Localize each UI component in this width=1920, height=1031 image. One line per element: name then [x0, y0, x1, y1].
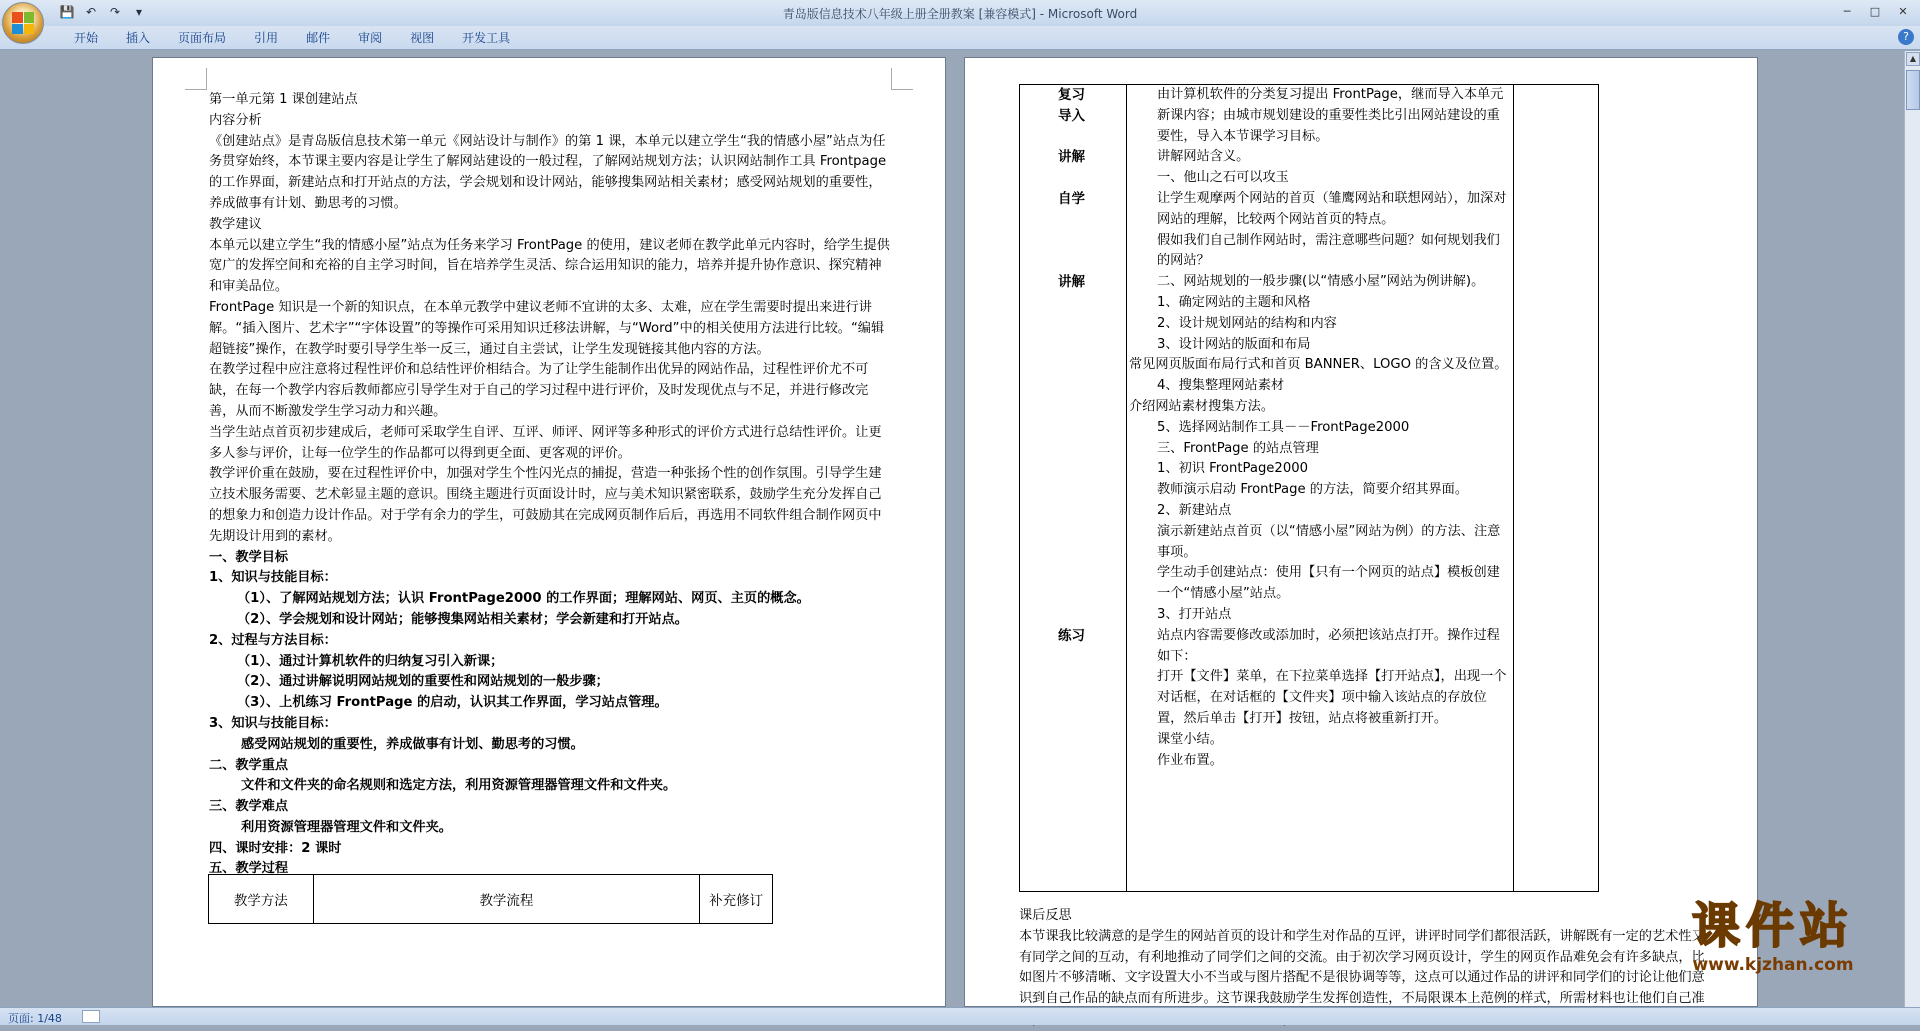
paragraph: （2）、通过讲解说明网站规划的重要性和网站规划的一般步骤； [237, 674, 609, 690]
process-line: 一、他山之石可以攻玉 [1157, 170, 1289, 186]
process-line: 4、搜集整理网站素材 [1157, 378, 1285, 394]
paragraph: 《创建站点》是青岛版信息技术第一单元《网站设计与制作》的第 1 课，本单元以建立学生“我的情感小屋”站点为任务贯穿始终，本节课主要内容是让学生了解网站建设的一般过程，了解网站规划方法；认识网站制作工具 Frontpage 的工作界面，新建站点和打开站点的方法，学会规划和设计网站，能够搜集网站相关素材；感受网站规划的重要性，养成做事有计划、勤思考的习惯。 [209, 133, 887, 211]
paragraph: 内容分析 [209, 112, 262, 128]
paragraph: 第一单元第 1 课创建站点 [209, 92, 358, 107]
crop-mark [891, 68, 913, 90]
tab-view[interactable]: 视图 [410, 31, 435, 45]
page-1-text-body[interactable] [209, 90, 893, 880]
paragraph: （3）、上机练习 FrontPage 的启动，认识其工作界面，学习站点管理。 [237, 695, 668, 711]
paragraph: 2、过程与方法目标： [209, 632, 337, 648]
document-page-2[interactable] [964, 57, 1758, 1007]
process-line: 由计算机软件的分类复习提出 FrontPage，继而导入本单元新课内容；由城市规划建设的重要性类比引出网站建设的重要性，导入本节课学习目标。 [1157, 87, 1504, 144]
process-line: 三、FrontPage 的站点管理 [1157, 440, 1319, 456]
tab-home[interactable]: 开始 [74, 31, 99, 45]
page-counter[interactable]: 页面: 1/48 [8, 1012, 62, 1025]
office-logo-icon [12, 12, 34, 34]
document-workspace [0, 51, 1904, 1007]
stage-label [1020, 293, 1126, 314]
stage-label [1020, 127, 1126, 148]
process-line: 3、设计网站的版面和布局 [1157, 336, 1311, 352]
stage-label [1020, 251, 1126, 272]
paragraph: 三、教学难点 [209, 799, 289, 815]
close-button[interactable]: ✕ [1898, 4, 1908, 18]
paragraph: （1）、通过计算机软件的归纳复习引入新课； [237, 653, 504, 669]
tab-references[interactable]: 引用 [254, 31, 279, 45]
paragraph: （2）、学会规划和设计网站；能够搜集网站相关素材；学会新建和打开站点。 [237, 611, 688, 627]
scroll-thumb[interactable] [1906, 70, 1920, 110]
tab-mailings[interactable]: 邮件 [306, 31, 331, 45]
ribbon-tabs-bar [0, 26, 1920, 50]
stage-label [1020, 231, 1126, 252]
stage-label: 讲解 [1058, 274, 1085, 291]
watermark-url: www.kjzhan.com [1692, 955, 1854, 975]
minimize-button[interactable]: ─ [1843, 4, 1851, 18]
process-line: 让学生观摩两个网站的首页（雏鹰网站和联想网站），加深对网站的理解，比较两个网站首页的特点。 [1157, 190, 1507, 227]
redo-icon[interactable]: ↷ [109, 5, 121, 19]
process-line: 课堂小结。 [1157, 731, 1223, 747]
process-line: 2、设计规划网站的结构和内容 [1157, 315, 1337, 331]
process-line: 2、新建站点 [1157, 502, 1232, 518]
process-line: 5、选择网站制作工具－－FrontPage2000 [1157, 419, 1410, 435]
table-header-revision: 补充修订 [709, 893, 764, 909]
process-line: 1、确定网站的主题和风格 [1157, 294, 1311, 310]
paragraph: 文件和文件夹的命名规则和选定方法，利用资源管理器管理文件和文件夹。 [241, 778, 677, 794]
paragraph: 3、知识与技能目标： [209, 715, 337, 731]
paragraph: 五、教学过程 [209, 861, 289, 877]
process-line: 教师演示启动 FrontPage 的方法，简要介绍其界面。 [1157, 482, 1469, 498]
window-controls [1834, 2, 1916, 20]
help-icon[interactable]: ? [1898, 29, 1914, 45]
table-header-flow: 教学流程 [314, 875, 701, 923]
stage-label [1020, 397, 1126, 418]
process-line: 二、网站规划的一般步骤(以“情感小屋”网站为例讲解)。 [1157, 274, 1485, 290]
tab-review[interactable]: 审阅 [358, 31, 383, 45]
stage-label [1020, 210, 1126, 231]
stage-label: 讲解 [1058, 149, 1085, 166]
stage-label [1020, 168, 1126, 189]
save-icon[interactable]: 💾 [59, 5, 75, 19]
process-line: 讲解网站含义。 [1157, 149, 1250, 165]
lesson-process-table [1019, 84, 1599, 892]
stage-label [1020, 563, 1126, 584]
paragraph: （1）、了解网站规划方法；认识 FrontPage2000 的工作界面；理解网站、网页、主页的概念。 [237, 591, 810, 607]
stage-label: 自学 [1058, 190, 1085, 207]
paragraph: 利用资源管理器管理文件和文件夹。 [241, 819, 452, 835]
paragraph: 教学建议 [209, 216, 262, 232]
proofing-icon[interactable] [82, 1010, 100, 1023]
paragraph: 二、教学重点 [209, 757, 289, 773]
reflection-title: 课后反思 [1019, 908, 1072, 923]
maximize-button[interactable]: □ [1869, 4, 1881, 18]
stage-label [1020, 584, 1126, 605]
table-column-stage [1020, 85, 1127, 891]
paragraph: 感受网站规划的重要性，养成做事有计划、勤思考的习惯。 [241, 736, 584, 752]
paragraph: 当学生站点首页初步建成后，老师可采取学生自评、互评、师评、网评等多种形式的评价方式进行总结性评价。让更多人参与评价，让每一位学生的作品都可以得到更全面、更客观的评价。 [209, 424, 882, 461]
stage-label: 导入 [1058, 107, 1085, 124]
stage-label [1020, 522, 1126, 543]
watermark-title: 课件站 [1691, 898, 1854, 954]
process-line: 1、初识 FrontPage2000 [1157, 461, 1308, 477]
vertical-scrollbar[interactable] [1904, 51, 1920, 1007]
crop-mark [185, 68, 207, 90]
stage-label [1020, 314, 1126, 335]
process-line: 介绍网站素材搜集方法。 [1129, 398, 1275, 414]
stage-label [1020, 459, 1126, 480]
process-line: 学生动手创建站点：使用【只有一个网页的站点】模板创建一个“情感小屋”站点。 [1157, 565, 1500, 602]
stage-label [1020, 543, 1126, 564]
stage-label [1020, 480, 1126, 501]
customize-qat-icon[interactable]: ▾ [135, 5, 143, 19]
paragraph: FrontPage 知识是一个新的知识点，在本单元教学中建议老师不宜讲的太多、太难，应在学生需要时提出来进行讲解。“插入图片、艺术字”“字体设置”的等操作可采用知识迁移法讲解，与“Word”中的相关使用方法进行比较。“编辑超链接”操作，在教学时要引导学生举一反三，通过自主尝试，让学生发现链接其他内容的方法。 [209, 299, 885, 357]
process-line: 站点内容需要修改或添加时，必须把该站点打开。操作过程如下： [1157, 627, 1500, 664]
stage-label [1020, 501, 1126, 522]
undo-icon[interactable]: ↶ [85, 5, 97, 19]
process-line: 打开【文件】菜单，在下拉菜单选择【打开站点】，出现一个对话框，在对话框的【文件夹】项中输入该站点的存放位置，然后单击【打开】按钮，站点将被重新打开。 [1157, 669, 1507, 726]
window-title: 青岛版信息技术八年级上册全册教案 [兼容模式] - Microsoft Word [782, 7, 1138, 21]
stage-label [1020, 376, 1126, 397]
process-line: 演示新建站点首页（以“情感小屋”网站为例）的方法、注意事项。 [1157, 523, 1501, 560]
office-button[interactable] [2, 2, 44, 44]
paragraph: 1、知识与技能目标： [209, 570, 337, 586]
teaching-flow-table [208, 874, 773, 924]
tab-page-layout[interactable]: 页面布局 [178, 31, 227, 45]
stage-label [1020, 605, 1126, 626]
process-line: 常见网页版面布局行式和首页 BANNER、LOGO 的含义及位置。 [1129, 357, 1508, 373]
process-line: 作业布置。 [1157, 752, 1223, 768]
reflection-text: 本节课我比较满意的是学生的网站首页的设计和学生对作品的互评，讲评时同学们都很活跃，讲解既有一定的艺术性又有同学之间的互动，有利地推动了同学们之间的交流。由于初次学习网页设计，学生的网页作品难免会有许多缺点，比如图片不够清晰、文字设置大小不当或与图片搭配不是很协调等等，这点可以通过作品的讲评和同学们的讨论让他们意识到自己作品的缺点而有所进步。这节课我鼓励学生发挥创造性，不局限课本上范例的样式，所需材料也让他们自己准 [1019, 928, 1705, 1007]
paragraph: 在教学过程中应注意将过程性评价和总结性评价相结合。为了让学生能制作出优异的网站作品，过程性评价尤不可缺，在每一个教学内容后教师都应引导学生对于自己的学习过程中进行评价，及时发现优点与不足，并进行修改完善，从而不断激发学生学习动力和兴趣。 [209, 362, 869, 419]
stage-label [1020, 439, 1126, 460]
paragraph: 教学评价重在鼓励，要在过程性评价中，加强对学生个性闪光点的捕捉，营造一种张扬个性的创作氛围。引导学生建立技术服务需要、艺术彰显主题的意识。围绕主题进行页面设计时，应与美术知识紧密联系，鼓励学生充分发挥自己的想象力和创造力设计作品。对于学有余力的学生，可鼓励其在完成网页制作后后，再选用不同软件组合制作网页中先期设计用到的素材。 [209, 466, 882, 544]
stage-label [1020, 335, 1126, 356]
title-bar [0, 0, 1920, 26]
table-column-revision [1514, 85, 1600, 891]
scroll-up-icon[interactable]: ▲ [1906, 52, 1920, 66]
table-header-method: 教学方法 [209, 875, 314, 923]
tab-insert[interactable]: 插入 [126, 31, 151, 45]
paragraph: 本单元以建立学生“我的情感小屋”站点为任务来学习 FrontPage 的使用，建议老师在教学此单元内容时，给学生提供宽广的发挥空间和充裕的自主学习时间，旨在培养学生灵活、综合运用知识的能力，培养并提升协作意识、探究精神和审美品位。 [209, 237, 890, 295]
tab-developer[interactable]: 开发工具 [462, 31, 511, 45]
process-line: 3、打开站点 [1157, 606, 1232, 622]
stage-label [1020, 418, 1126, 439]
process-line: 假如我们自己制作网站时，需注意哪些问题？如何规划我们的网站？ [1157, 232, 1500, 269]
stage-label: 练习 [1058, 627, 1085, 644]
paragraph: 一、教学目标 [209, 549, 289, 565]
paragraph: 四、课时安排：2 课时 [209, 840, 342, 856]
stage-label: 复习 [1058, 87, 1085, 103]
kjzhan-watermark-logo [1660, 897, 1886, 983]
table-column-process [1127, 85, 1514, 891]
status-bar [0, 1007, 1920, 1025]
stage-label [1020, 355, 1126, 376]
document-page-1[interactable] [152, 57, 946, 1007]
